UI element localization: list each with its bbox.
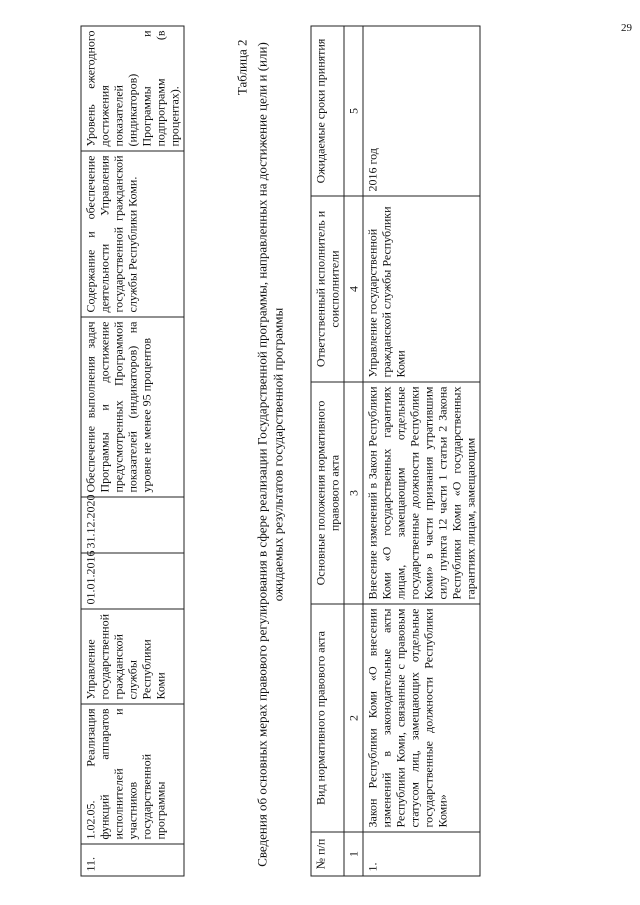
header-act-type: Вид нормативного правового акта (311, 604, 344, 832)
row-number: 1. (363, 832, 480, 876)
table-row (81, 26, 184, 876)
rotated-page-content (1, 0, 640, 905)
program-events-table (81, 26, 185, 877)
table-2-label: Таблица 2 (234, 39, 250, 96)
event-name: 1.02.05. Реализация функций аппаратов исполнителей и участников государственной программы (81, 704, 184, 844)
start-date: 01.01.2016 (81, 553, 184, 609)
act-type: Закон Республики Коми «О внесении изменений в законодательные акты Республики Коми, связанные с правовым статусом лиц, замещающих отдельные государственные должности Республики Коми» (363, 604, 480, 832)
act-executor: Управление государственной гражданской службы Республики Коми (363, 196, 480, 382)
legal-measures-table (311, 26, 481, 877)
measures: Содержание и обеспечение деятельности Управления государственной гражданской службы Республики Коми. (81, 151, 184, 317)
header-term: Ожидаемые сроки принятия (311, 26, 344, 196)
row-number: 11. (81, 844, 184, 876)
page-number: 29 (621, 22, 632, 34)
col-number: 4 (344, 196, 363, 382)
expected-result: Обеспечение выполнения задач Программы и достижение предусмотренных Программой показателей (индикаторов) на уровне не менее 95 процентов (81, 317, 184, 497)
act-provisions: Внесение изменений в Закон Республики Коми «О государственных гарантиях лицам, замещающим отдельные государственные должности Республики Коми» в части признания утратившим силу пункта 12 части 1 статьи 2 Закона Республики Коми «О государственных гарантиях лицам, замещающим (363, 382, 480, 604)
table-row (363, 26, 480, 876)
col-number: 2 (344, 604, 363, 832)
col-number: 3 (344, 382, 363, 604)
header-executor: Ответственный исполнитель и соисполнители (311, 196, 344, 382)
header-provisions: Основные положения нормативного правового акта (311, 382, 344, 604)
col-number: 5 (344, 26, 363, 196)
end-date: 31.12.2020 (81, 497, 184, 553)
act-term: 2016 год (363, 26, 480, 196)
executor: Управление государственной гражданской службы Республики Коми (81, 609, 184, 704)
header-number: № п/п (311, 832, 344, 876)
table-2-title: Сведения об основных мерах правового регулирования в сфере реализации Государственной программы, направленных на достижение цели и (или) ожидаемых результатов государственной программы (254, 42, 286, 867)
col-number: 1 (344, 832, 363, 876)
column-number-row (344, 26, 363, 876)
header-row (311, 26, 344, 876)
indicators: Уровень ежегодного достижения показателей (индикаторов) Программы и подпрограмм (в процентах). (81, 26, 184, 151)
